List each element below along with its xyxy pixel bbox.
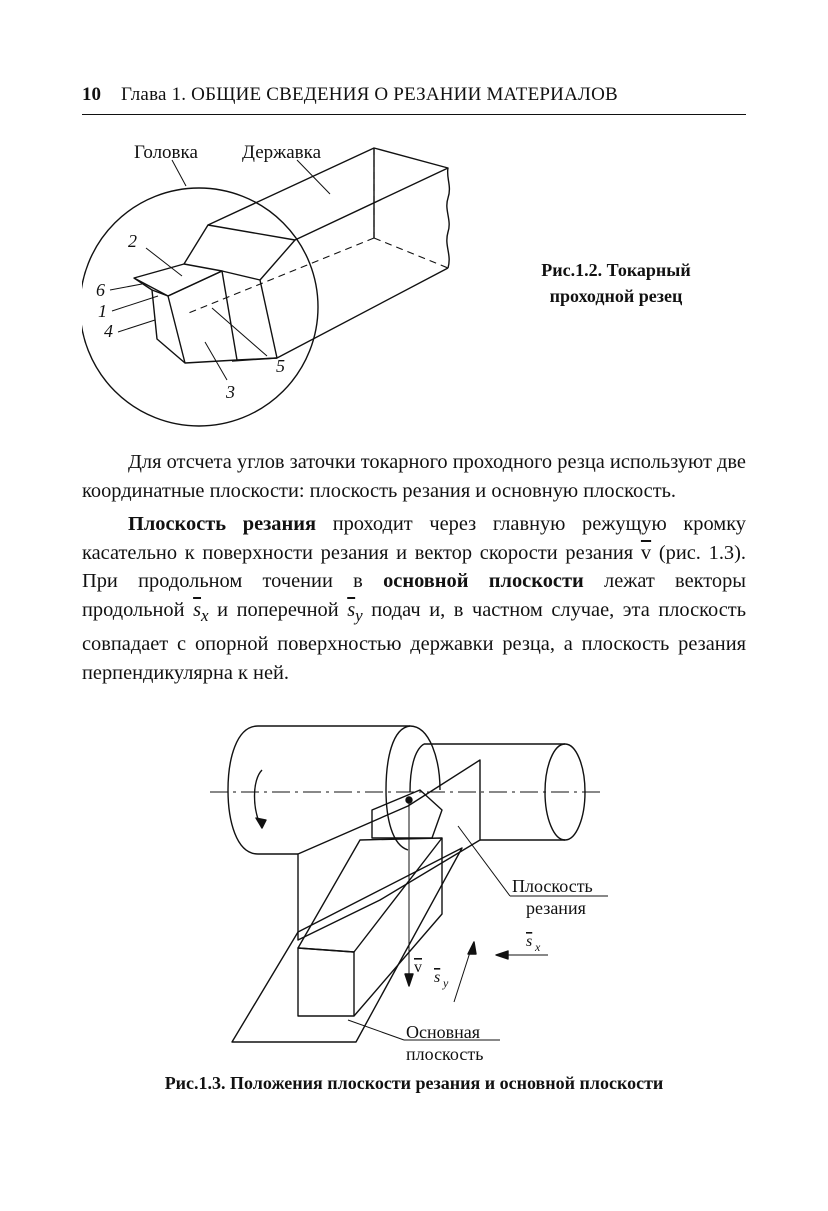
figure-1-2-caption-line1: Рис.1.2. Токарный (541, 260, 691, 280)
head-detail-circle (82, 188, 318, 426)
holder-hidden-back (374, 238, 448, 268)
feed-x-arrowhead (496, 951, 508, 959)
feed-y-arrowhead (468, 942, 476, 954)
velocity-arrowhead (405, 974, 413, 986)
term-cutting-plane: Плоскость резания (128, 513, 317, 535)
paragraph-2 (82, 510, 746, 687)
label-cutting-plane-1: Плоскость (512, 876, 593, 896)
page-number: 10 (82, 84, 101, 105)
label-1: 1 (98, 301, 107, 321)
head-rear-edge (260, 280, 277, 358)
cutting-plane (298, 760, 480, 940)
figure-1-3-caption: Рис.1.3. Положения плоскости резания и основной плоскости (164, 1073, 664, 1093)
leader-holder (297, 160, 330, 194)
paragraph-2-text-3: лежат векторы продольной (82, 570, 746, 621)
figure-1-2-turning-tool (82, 128, 502, 428)
feed-x-subscript: x (201, 605, 209, 625)
main-plane (232, 848, 462, 1042)
label-3: 3 (226, 382, 235, 402)
workpiece-step (386, 726, 410, 850)
figure-1-3-planes (210, 720, 620, 1070)
label-head: Головка (134, 142, 198, 163)
paragraph-2-text-2: (рис. 1.3). При продольном точении в (82, 541, 746, 592)
tool-end-face (298, 948, 354, 1016)
paragraph-2-text-5: подач и, в частном случае, эта плоскость совпадает с опорной поверхностью державки резца, а плоскость резания перпендикулярна к ней. (82, 598, 747, 684)
label-s-y: s (434, 969, 441, 986)
holder-break-line (447, 168, 450, 268)
paragraph-2-text-4: и поперечной (208, 598, 348, 621)
leader-4 (118, 320, 155, 332)
feed-y-subscript: y (355, 605, 363, 625)
paragraph-2-text-1: проходит через главную режущую кромку касательно к поверхности резания и вектор скорости резания (82, 513, 747, 564)
feed-x-symbol: $\overline{s}$ (193, 598, 202, 621)
head-side-edge (152, 290, 168, 296)
head-base-edge (237, 358, 277, 360)
leader-cutting-plane (458, 826, 510, 896)
body-text (82, 448, 746, 687)
label-s-x-sub: x (535, 940, 541, 954)
label-holder: Державка (242, 142, 322, 163)
feed-y-symbol: $\overline{s}$ (347, 598, 356, 621)
label-s-y-sub: y (443, 976, 449, 990)
label-s-x: s (526, 933, 533, 950)
head-flank-face (168, 271, 237, 363)
label-main-plane-2: плоскость (406, 1044, 484, 1064)
label-main-plane-1: Основная (406, 1022, 481, 1042)
figure-1-2-caption-line2: проходной резец (549, 286, 683, 306)
chapter-title: Глава 1. ОБЩИЕ СВЕДЕНИЯ О РЕЗАНИИ МАТЕРИАЛОВ (121, 84, 618, 105)
head-upper-bevel (184, 225, 295, 280)
label-4: 4 (104, 321, 113, 341)
running-header (82, 84, 746, 115)
holder-bottom-edges (232, 268, 448, 361)
rotation-arrowhead (256, 818, 266, 828)
leader-2 (146, 248, 182, 276)
leader-6 (110, 284, 142, 290)
cutting-point (406, 797, 412, 803)
leader-main-plane (348, 1020, 404, 1040)
leader-head (172, 160, 186, 186)
label-5: 5 (276, 356, 285, 376)
label-cutting-plane-2: резания (526, 898, 586, 918)
label-2: 2 (128, 231, 137, 251)
term-main-plane: основной плоскости (383, 570, 584, 592)
label-6: 6 (96, 280, 105, 300)
velocity-symbol: $\overline{v}$ (640, 541, 652, 564)
workpiece-small-start (410, 744, 424, 792)
leader-1 (112, 296, 158, 311)
label-v: v (414, 959, 422, 976)
holder-hidden-bottom (186, 238, 374, 314)
paragraph-1: Для отсчета углов заточки токарного проходного резца используют две координатные плоскости: плоскость резания и основную плоскость. (82, 451, 746, 502)
figure-1-2-caption (500, 257, 732, 309)
leader-5 (212, 308, 267, 356)
